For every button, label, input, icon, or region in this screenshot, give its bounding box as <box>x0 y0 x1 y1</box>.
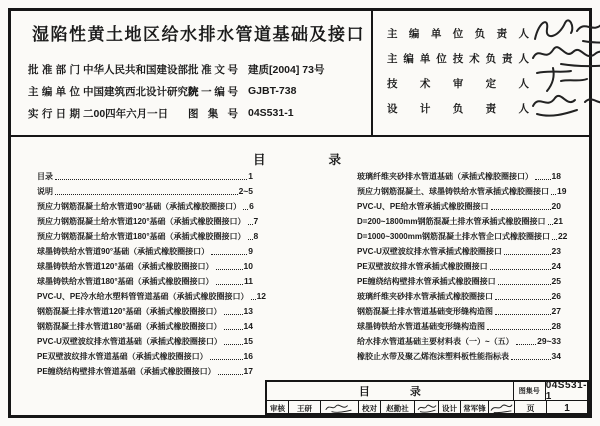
toc-entry-page: 15 <box>243 336 253 346</box>
dot-leader <box>251 298 256 300</box>
dot-leader <box>490 268 551 270</box>
info-row <box>11 62 371 76</box>
designer-name: 常军锋 <box>461 401 489 415</box>
toc-entry-title: 预应力钢筋混凝土、球墨铸铁给水管承插式橡胶圈接口 <box>357 187 549 196</box>
toc-entry-page: 21 <box>553 216 563 226</box>
title-block-row-top <box>267 382 587 401</box>
toc-entry-title: PVC-U、PE冷水给水塑料管管道基础（承插式橡胶圈接口） <box>37 292 249 301</box>
signature-handwriting <box>416 401 438 415</box>
dot-leader <box>495 313 551 315</box>
toc-entry <box>357 214 561 229</box>
toc-entry <box>37 364 253 379</box>
toc-entry-page: 14 <box>243 321 253 331</box>
toc-entry <box>37 244 253 259</box>
toc-entry <box>357 259 561 274</box>
toc-entry-title: PVC-U双壁波纹排水管道基础（承插式橡胶圈接口） <box>37 337 222 346</box>
signature-handwriting <box>525 88 600 122</box>
toc-entry <box>357 274 561 289</box>
toc-entry <box>37 199 253 214</box>
toc-entry <box>37 274 253 289</box>
toc-entry-page: 17 <box>243 366 253 376</box>
toc-entry-title: D=1000~3000mm钢筋混凝土排水管企口式橡胶圈接口 <box>357 232 550 241</box>
toc-entry-page: 27 <box>551 306 561 316</box>
toc-entry-title: PE双壁波纹排水管道基础（承插式橡胶圈接口） <box>37 352 208 361</box>
dot-leader <box>535 178 551 180</box>
toc-entry <box>37 349 253 364</box>
page-title: 湿陷性黄土地区给水排水管道基础及接口 <box>32 25 365 44</box>
dot-leader <box>55 193 238 195</box>
dot-leader <box>511 358 551 360</box>
toc-entry-title: 预应力钢筋混凝土给水管道90°基础（承插式橡胶圈接口） <box>37 202 242 211</box>
toc-entry-page: 23 <box>551 246 561 256</box>
dot-leader <box>516 343 536 345</box>
page-number: 1 <box>564 402 570 414</box>
toc-entry-page: 24 <box>551 261 561 271</box>
toc-entry-title: PE缠绕结构壁排水管道基础（承插式橡胶圈接口） <box>37 367 216 376</box>
info-value: 二00四年六月一日 <box>83 107 169 120</box>
page-label: 页 <box>515 401 547 415</box>
dot-leader <box>495 298 551 300</box>
toc-entry-title: 钢筋混凝土排水管道120°基础（承插式橡胶圈接口） <box>37 307 222 316</box>
title-block-row-bottom <box>267 401 587 415</box>
toc-entry-page: 9 <box>248 246 253 256</box>
toc-column-left <box>37 169 267 379</box>
designer-label: 设计 <box>439 401 461 415</box>
toc-entry-title: PVC-U双壁波纹排水管承插式橡胶圈接口 <box>357 247 502 256</box>
dot-leader <box>491 208 551 210</box>
toc-entry <box>37 289 267 304</box>
toc-entry <box>357 169 561 184</box>
toc-entry <box>37 229 259 244</box>
toc-entry-page: 8 <box>253 231 259 241</box>
toc-entry <box>357 334 561 349</box>
toc-entry-title: PE双壁波纹排水管承插式橡胶圈接口 <box>357 262 488 271</box>
dot-leader <box>224 328 243 330</box>
toc-entry-page: 34 <box>551 351 561 361</box>
toc-entry-page: 10 <box>243 261 253 271</box>
sheet-title: 目录 <box>358 386 461 398</box>
dot-leader <box>487 328 551 330</box>
info-value: 04S531-1 <box>248 107 294 119</box>
info-value: 中国建筑西北设计研究院 <box>83 85 199 98</box>
proofreader-label: 校对 <box>359 401 381 415</box>
info-label: 图集号 <box>188 107 238 120</box>
reviewer-label: 审核 <box>267 401 289 415</box>
toc-entry-title: 钢筋混凝土排水管道180°基础（承插式橡胶圈接口） <box>37 322 222 331</box>
dot-leader <box>224 343 243 345</box>
toc-entry-title: 球墨铸铁给水管道180°基础（承插式橡胶圈接口） <box>37 277 214 286</box>
toc-entry-title: 玻璃纤维夹砂排水管承插式橡胶圈接口 <box>357 292 493 301</box>
toc-entry-page: 7 <box>253 216 259 226</box>
toc-entry-page: 2~5 <box>238 186 253 196</box>
toc-entry-title: 预应力钢筋混凝土给水管道180°基础（承插式橡胶圈接口） <box>37 232 246 241</box>
toc-entry <box>357 184 567 199</box>
toc-entry-page: 22 <box>557 231 568 241</box>
toc-entry <box>357 349 561 364</box>
toc-entry-page: 6 <box>249 201 254 211</box>
dot-leader <box>498 283 551 285</box>
toc-entry <box>37 214 259 229</box>
toc-entry-page: 18 <box>551 171 561 181</box>
dot-leader <box>248 238 253 240</box>
toc-entry-title: 球墨铸铁给水管道90°基础（承插式橡胶圈接口） <box>37 247 210 256</box>
toc-entry <box>37 184 253 199</box>
dot-leader <box>248 223 253 225</box>
info-label: 主编单位 <box>28 85 80 98</box>
dot-leader <box>210 358 243 360</box>
toc-heading: 目录 <box>253 153 405 167</box>
toc-entry-page: 26 <box>551 291 561 301</box>
toc-entry-title: D=200~1800mm钢筋混凝土排水管承插式橡胶圈接口 <box>357 217 546 226</box>
dot-leader <box>504 253 551 255</box>
toc-entry-page: 13 <box>243 306 253 316</box>
dot-leader <box>551 193 556 195</box>
dot-leader <box>243 208 248 210</box>
toc-entry-title: 玻璃纤维夹砂排水管道基础（承插式橡胶圈接口） <box>357 172 533 181</box>
proofreader-name: 赵勤社 <box>381 401 415 415</box>
toc-entry-title: 给水排水管道基础主要材料表（一）~（五） <box>357 337 514 346</box>
info-value: 中华人民共和国建设部 <box>83 63 188 76</box>
reviewer-signature-cell <box>321 401 359 415</box>
toc-entry-page: 16 <box>243 351 253 361</box>
atlas-no-value: 04S531-1 <box>545 380 587 402</box>
toc-entry <box>37 169 253 184</box>
info-value: 建质[2004] 73号 <box>248 63 325 76</box>
signer-row <box>373 96 589 121</box>
dot-leader <box>552 238 557 240</box>
toc-entry-title: PE缠绕结构壁排水管承插式橡胶圈接口 <box>357 277 496 286</box>
toc-entry-title: 钢筋混凝土排水管道基础变形缝构造图 <box>357 307 493 316</box>
toc-entry <box>357 199 561 214</box>
toc-entry-title: 球墨铸铁给水管道120°基础（承插式橡胶圈接口） <box>37 262 214 271</box>
info-label: 实行日期 <box>28 107 80 120</box>
toc-entry <box>357 244 561 259</box>
signer-label: 主编单位负责人 <box>387 28 529 40</box>
reviewer-name: 王研 <box>289 401 321 415</box>
toc-entry-page: 29~33 <box>537 336 561 346</box>
toc-entry-title: PVC-U、PE给水管承插式橡胶圈接口 <box>357 202 489 211</box>
sheet-title-cell <box>267 382 514 400</box>
toc-entry-page: 25 <box>551 276 561 286</box>
toc-entry-page: 20 <box>551 201 561 211</box>
toc-entry <box>37 319 253 334</box>
toc-entry-page: 1 <box>248 171 253 181</box>
header-info-panel <box>11 11 371 135</box>
info-label: 统一编号 <box>188 85 238 98</box>
dot-leader <box>224 313 243 315</box>
proofreader-signature-cell <box>415 401 439 415</box>
toc-entry <box>37 304 253 319</box>
signer-label: 主编单位技术负责人 <box>387 53 529 65</box>
credits-cells <box>267 401 515 415</box>
toc-entry <box>357 229 568 244</box>
signer-label: 设计负责人 <box>387 103 529 115</box>
info-value: GJBT-738 <box>248 85 297 97</box>
approval-info <box>11 62 371 120</box>
header-horizontal-divider <box>11 135 589 137</box>
toc-entry-title: 目录 <box>37 172 53 181</box>
dot-leader <box>216 283 243 285</box>
toc-entry-page: 11 <box>244 276 253 286</box>
dot-leader <box>548 223 553 225</box>
signature-handwriting <box>489 401 514 415</box>
info-row <box>11 84 371 98</box>
atlas-no-label: 图集号 <box>514 382 546 400</box>
signature-handwriting <box>323 401 357 415</box>
toc-entry-page: 12 <box>256 291 267 301</box>
signer-label: 技术审定人 <box>387 78 529 90</box>
title-block <box>265 380 589 415</box>
info-row <box>11 106 371 120</box>
toc-entry-page: 19 <box>557 186 567 196</box>
designer-signature-cell <box>489 401 514 415</box>
page-border-frame <box>8 8 592 418</box>
signature-panel <box>373 11 589 135</box>
toc-entry <box>37 259 253 274</box>
toc-column-right <box>357 169 568 364</box>
info-label: 批准部门 <box>28 63 80 76</box>
dot-leader <box>55 178 247 180</box>
info-label: 批准文号 <box>188 63 238 76</box>
dot-leader <box>218 373 243 375</box>
toc-entry-title: 球墨铸铁给水管道基础变形缝构造图 <box>357 322 485 331</box>
dot-leader <box>211 253 247 255</box>
toc-entry <box>37 334 253 349</box>
toc-entry-title: 预应力钢筋混凝土给水管道120°基础（承插式橡胶圈接口） <box>37 217 246 226</box>
dot-leader <box>216 268 243 270</box>
toc-entry-title: 橡胶止水带及聚乙烯泡沫塑料板性能指标表 <box>357 352 509 361</box>
toc-entry <box>357 319 561 334</box>
toc-entry <box>357 304 561 319</box>
toc-entry-page: 28 <box>551 321 561 331</box>
toc-entry <box>357 289 561 304</box>
toc-entry-title: 说明 <box>37 187 53 196</box>
